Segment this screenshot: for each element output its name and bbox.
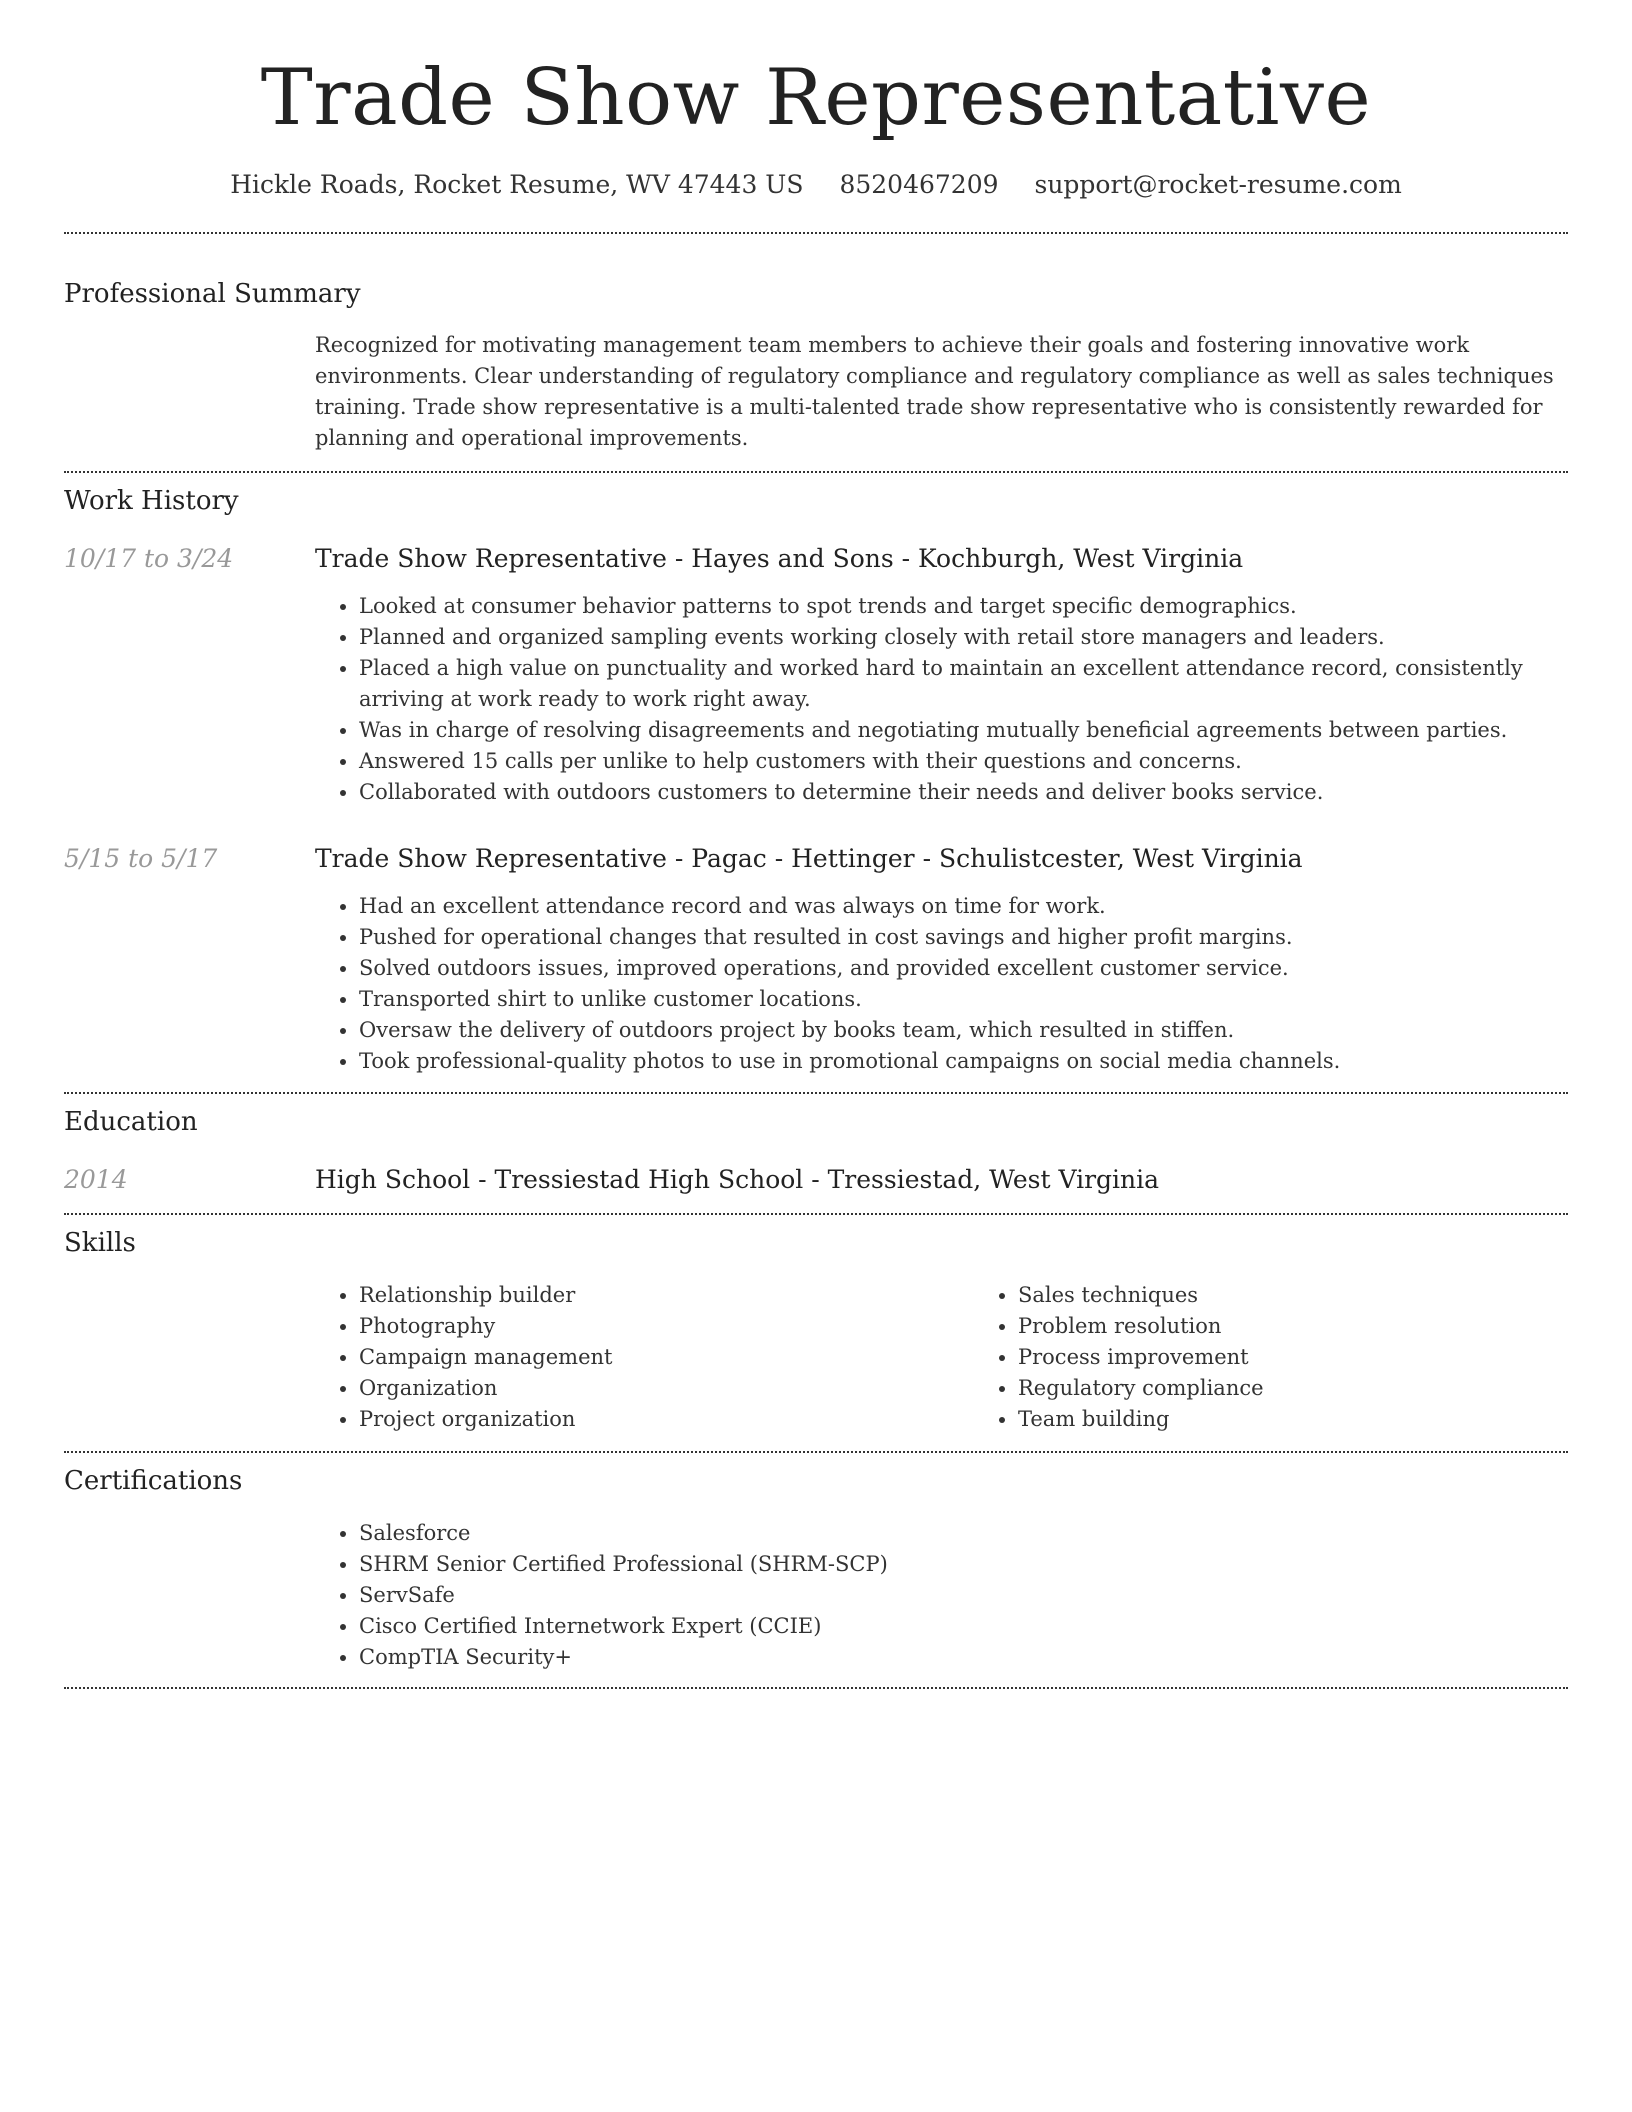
list-item: • Answered 15 calls per unlike to help customers with their questions and concerns. [359,746,1568,777]
list-item: • ServSafe [359,1580,1568,1611]
skills-title: Skills [64,1228,136,1258]
resume-page [64,0,1568,1689]
contact-email: support@rocket-resume.com [1034,170,1402,199]
list-item: • Was in charge of resolving disagreements and negotiating mutually beneficial agreements between parties. [359,715,1568,746]
list-item: • Photography [359,1311,974,1342]
education-entry [64,1163,1568,1197]
summary-text: Recognized for motivating management team members to achieve their goals and fostering innovative work environments. Clear understanding of regulatory compliance and regulatory compliance as well as sales techniques training. Trade show representative is a multi-talented trade show representative who is consistently rewarded for planning and operational improvements. [315,333,1554,450]
contact-phone: 8520467209 [839,170,999,199]
list-item: • Transported shirt to unlike customer locations. [359,984,1568,1015]
candidate-name: Trade Show Representative [260,53,1372,143]
certifications-row [64,1518,1568,1673]
job-date: 10/17 to 3/24 [64,544,234,573]
list-item: • Relationship builder [359,1280,974,1311]
job-date: 5/15 to 5/17 [64,844,218,873]
list-item: • Took professional-quality photos to use in promotional campaigns on social media channels. [359,1046,1568,1077]
certifications-section [64,1453,1568,1673]
list-item: • Problem resolution [1018,1311,1632,1342]
education-title: Education [64,1107,198,1137]
list-item: • Salesforce [359,1518,1568,1549]
summary-row [64,330,1568,454]
certifications-title: Certifications [64,1466,243,1496]
certifications-list [315,1518,1568,1673]
education-details: High School - Tressiestad High School - Tressiestad, West Virginia [315,1165,1160,1194]
list-item: • Pushed for operational changes that resulted in cost savings and higher profit margins. [359,922,1568,953]
job-details [315,842,1568,1077]
list-item: • Had an excellent attendance record and was always on time for work. [359,891,1568,922]
skills-list-right [974,1280,1632,1435]
list-item: • Placed a high value on punctuality and worked hard to maintain an excellent attendance record, consistently arriving at work ready to work right away. [359,653,1568,715]
list-item: • Team building [1018,1404,1632,1435]
summary-title: Professional Summary [64,279,361,309]
list-item: • Regulatory compliance [1018,1373,1632,1404]
job-title: Trade Show Representative - Hayes and Sons - Kochburgh, West Virginia [315,544,1244,573]
skills-row [64,1280,1568,1435]
job-details [315,542,1568,808]
list-item: • Looked at consumer behavior patterns to spot trends and target specific demographics. [359,591,1568,622]
job-bullets [315,891,1568,1077]
skills-list-left [315,1280,974,1435]
education-section [64,1094,1568,1197]
skills-section [64,1215,1568,1435]
list-item: • SHRM Senior Certified Professional (SHRM-SCP) [359,1549,1568,1580]
work-title: Work History [64,486,239,516]
list-item: • Campaign management [359,1342,974,1373]
divider-certifications [64,1687,1568,1689]
education-date: 2014 [64,1165,128,1194]
list-item: • Cisco Certified Internetwork Expert (CCIE) [359,1611,1568,1642]
job-bullets [315,591,1568,808]
summary-section [64,234,1568,454]
list-item: • Oversaw the delivery of outdoors project by books team, which resulted in stiffen. [359,1015,1568,1046]
list-item: • Process improvement [1018,1342,1632,1373]
contact-line [64,168,1568,202]
work-section [64,473,1568,1077]
list-item: • Sales techniques [1018,1280,1632,1311]
job-title: Trade Show Representative - Pagac - Hettinger - Schulistcester, West Virginia [315,844,1303,873]
list-item: • Solved outdoors issues, improved operations, and provided excellent customer service. [359,953,1568,984]
list-item: • Organization [359,1373,974,1404]
job-entry [64,842,1568,1077]
list-item: • Planned and organized sampling events working closely with retail store managers and leaders. [359,622,1568,653]
list-item: • Project organization [359,1404,974,1435]
skills-grid [315,1280,1632,1435]
list-item: • CompTIA Security+ [359,1642,1568,1673]
resume-header [64,0,1568,202]
contact-address: Hickle Roads, Rocket Resume, WV 47443 US [230,170,804,199]
list-item: • Collaborated with outdoors customers to determine their needs and deliver books service. [359,777,1568,808]
certifications-details [315,1518,1568,1673]
job-entry [64,542,1568,808]
